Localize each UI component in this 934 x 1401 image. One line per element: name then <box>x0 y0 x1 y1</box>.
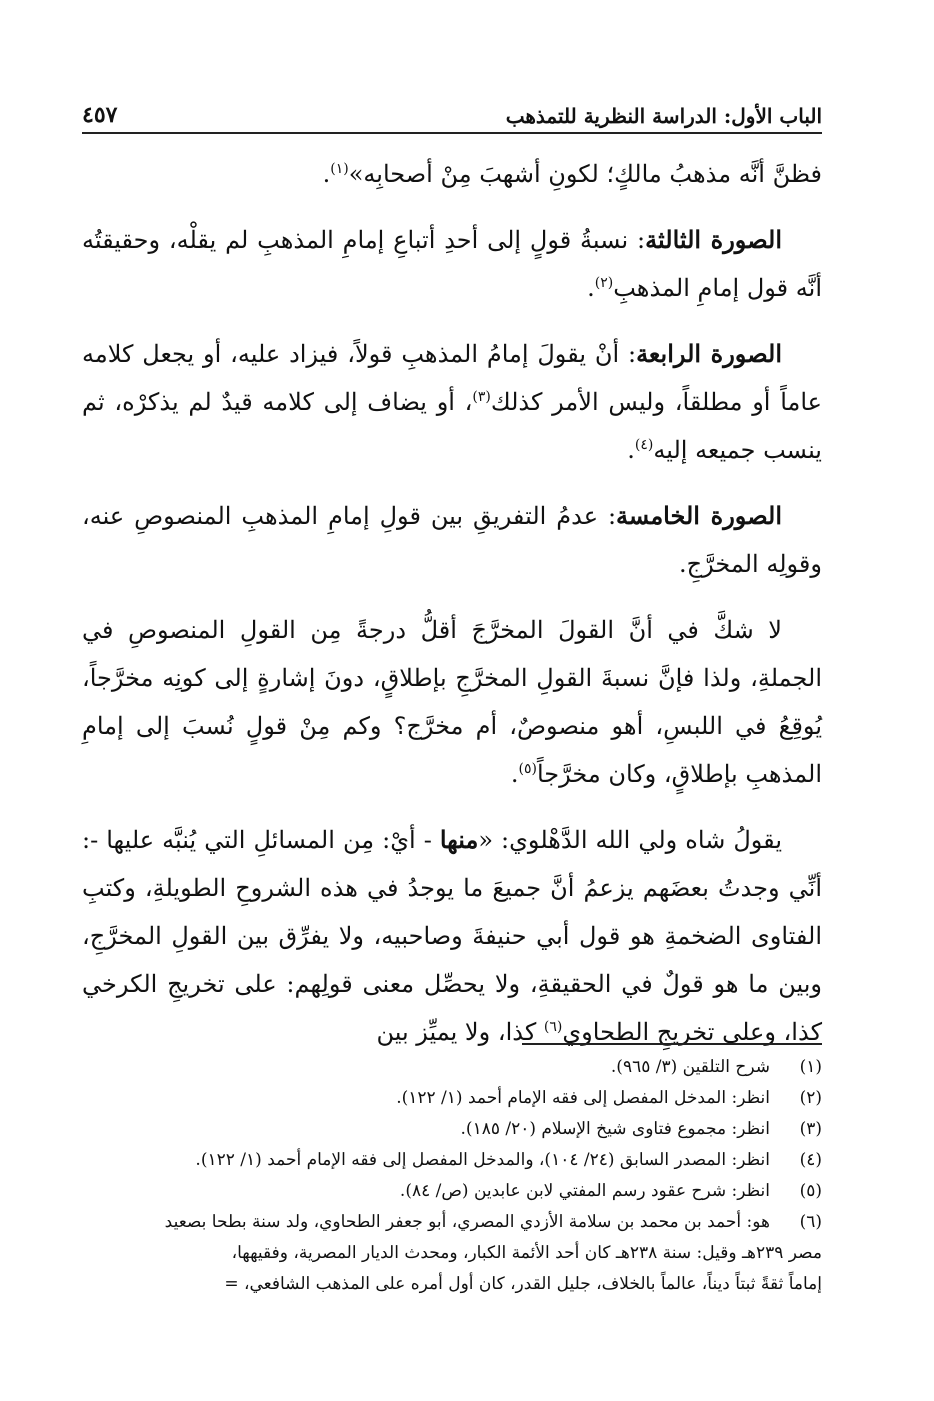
footnote-text: انظر: شرح عقود رسم المفتي لابن عابدين (ص/ ٨٤). <box>399 1181 770 1201</box>
footnote-1 <box>82 1052 822 1083</box>
footnote-separator <box>522 1043 822 1045</box>
footnote-text: انظر: المصدر السابق (٢٤/ ١٠٤)، والمدخل المفصل إلى فقه الإمام أحمد (١/ ١٢٢). <box>195 1150 770 1170</box>
footnote-6 <box>82 1207 822 1300</box>
footnote-body <box>82 1207 822 1300</box>
footnote-ref-5: (٥) <box>518 761 537 777</box>
footnote-number: (٢) <box>799 1088 822 1108</box>
section-label: الصورة الثالثة <box>645 225 782 254</box>
punctuation: . <box>627 436 635 464</box>
paragraph-text: يقولُ شاه ولي الله الدَّهْلوي: « <box>478 826 782 854</box>
punctuation: . <box>587 274 595 302</box>
footnote-ref-4: (٤) <box>634 437 654 453</box>
paragraph-text: لا شكَّ في أنَّ القولَ المخرَّجَ أقلُّ درجةً مِن القولِ المنصوصِ في الجملةِ، ولذا فإنَّ نسبةَ القولِ المخرَّجِ بإطلاقٍ، دونَ إشارةٍ إلى كونِه مخرَّجاً، يُوقِعُ في اللبسِ، أهو منصوصٌ، أم مخرَّج؟ وكم مِنْ قولٍ نُسبَ إلى إمامِ المذهبِ بإطلاقٍ، وكان مخرَّجاً <box>82 616 822 788</box>
footnote-continuation: إماماً ثقةً ثبتاً ديناً، عالماً بالخلاف، جليل القدر، كان أول أمره على المذهب الشافعي، = <box>224 1274 822 1294</box>
paragraph-text: : أنْ يقولَ إمامُ المذهبِ قولاً، فيزاد عليه، أو يجعل كلامه عاماً أو مطلقاً، وليس الأمر كذلك <box>82 340 822 416</box>
footnote-3 <box>82 1114 822 1145</box>
footnote-number: (٣) <box>799 1119 822 1139</box>
footnote-continuation: مصر ٢٣٩هـ وقيل: سنة ٢٣٨هـ كان أحد الأئمة الكبار، ومحدث الديار المصرية، وفقيهها، <box>231 1243 822 1263</box>
footnote-4 <box>82 1145 822 1176</box>
paragraph-6 <box>82 816 822 1056</box>
footnote-2 <box>82 1083 822 1114</box>
paragraph-text: - أيْ: مِن المسائلِ التي يُنبَّه عليها -: أنِّي وجدتُ بعضَهم يزعمُ أنَّ جميعَ ما يوجدُ في هذه الشروحِ الطويلةِ، وكتبِ الفتاوى الضخمةِ هو قول أبي حنيفةَ وصاحبيه، ولا يفرِّق بين القولِ المخرَّجِ، وبين ما هو قولٌ في الحقيقةِ، ولا يحصِّل معنى قولِهم: على تخريجِ الكرخي كذا، وعلى تخريجِ الطحاوي <box>82 826 822 1046</box>
paragraph-3 <box>82 330 822 474</box>
footnote-5 <box>82 1176 822 1207</box>
paragraph-text: : عدمُ التفريقِ بين قولِ إمامِ المذهبِ المنصوصِ عنه، وقولِه المخرَّجِ. <box>82 502 822 578</box>
quoted-keyword: منها <box>439 825 479 854</box>
page-number: ٤٥٧ <box>82 102 118 128</box>
section-label: الصورة الخامسة <box>616 501 782 530</box>
paragraph-1 <box>82 150 822 198</box>
footnotes <box>82 1052 822 1300</box>
footnote-number: (١) <box>799 1057 822 1077</box>
running-header <box>82 98 822 134</box>
footnote-text: شرح التلقين (٣/ ٩٦٥). <box>610 1057 770 1077</box>
paragraph-2 <box>82 216 822 312</box>
footnote-text: انظر: المدخل المفصل إلى فقه الإمام أحمد (١/ ١٢٢). <box>396 1088 770 1108</box>
paragraph-5 <box>82 606 822 798</box>
footnote-ref-1: (١) <box>330 161 349 177</box>
chapter-title: الباب الأول: الدراسة النظرية للتمذهب <box>505 104 822 128</box>
footnote-number: (٦) <box>799 1212 822 1232</box>
footnote-text: انظر: مجموع فتاوى شيخ الإسلام (٢٠/ ١٨٥). <box>460 1119 770 1139</box>
section-label: الصورة الرابعة <box>636 339 782 368</box>
punctuation: . <box>322 160 331 188</box>
paragraph-text: فظنَّ أنَّه مذهبُ مالكٍ؛ لكونِ أشهبَ مِنْ أصحابِه» <box>348 160 822 188</box>
footnote-number: (٥) <box>799 1181 822 1201</box>
footnote-text: هو: أحمد بن محمد بن سلامة الأزدي المصري، أبو جعفر الطحاوي، ولد سنة بطحا بصعيد <box>164 1212 770 1232</box>
paragraph-4 <box>82 492 822 588</box>
paragraph-text: : نسبةُ قولٍ إلى أحدِ أتباعِ إمامِ المذهبِ لم يقلْه، وحقيقتُه أنَّه قول إمامِ المذهبِ <box>82 226 822 302</box>
main-text <box>82 150 822 1074</box>
paragraph-text: ، أو يضاف إلى كلامه قيدٌ لم يذكرْه، ثم ينسب جميعه إليه <box>82 388 822 464</box>
footnote-number: (٤) <box>799 1150 822 1170</box>
paragraph-text: كذا، ولا يميِّز بين <box>376 1018 544 1046</box>
footnote-ref-2: (٢) <box>594 275 614 291</box>
punctuation: . <box>510 760 519 788</box>
footnote-ref-6: (٦) <box>543 1019 563 1035</box>
footnote-ref-3: (٣) <box>472 389 491 405</box>
